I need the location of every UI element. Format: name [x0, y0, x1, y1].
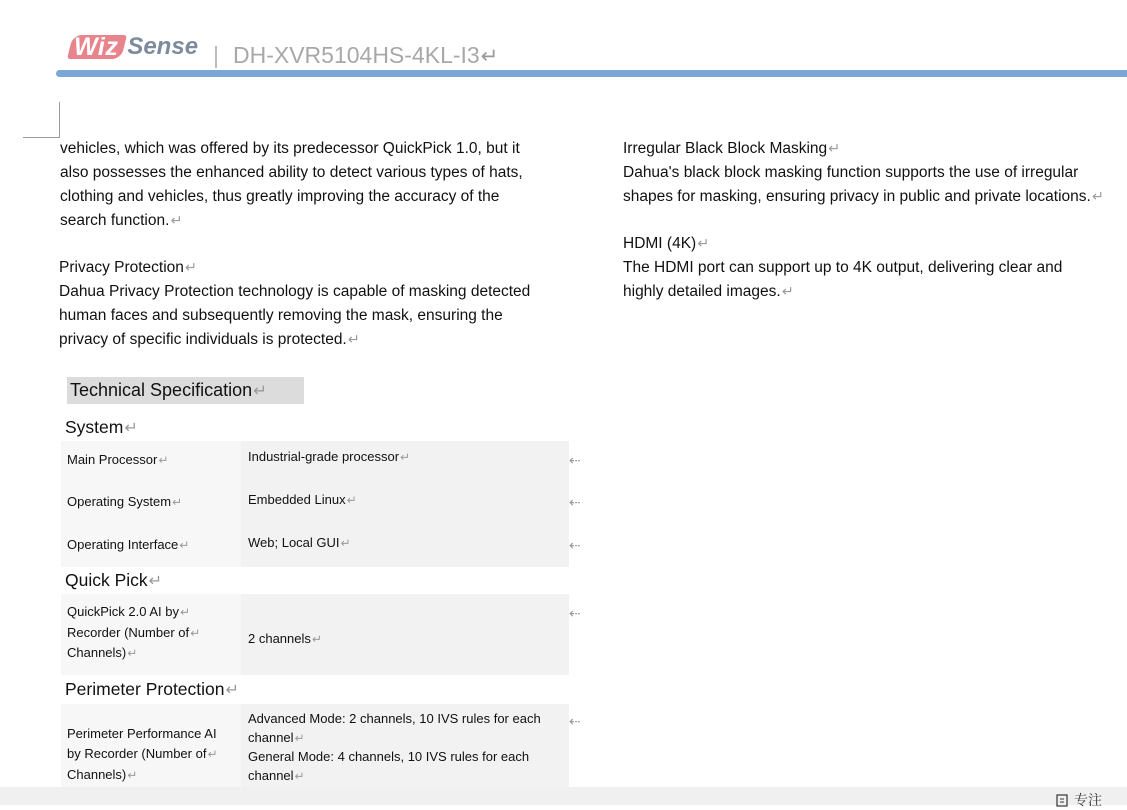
wizsense-logo	[70, 32, 198, 62]
spec-label-text: by Recorder (Number of	[67, 746, 207, 761]
return-mark-icon: ↵	[172, 495, 183, 509]
header-rule	[56, 70, 1127, 77]
margin-corner-mark	[23, 102, 60, 138]
spec-label	[67, 602, 190, 622]
right-paragraph-hdmi	[623, 232, 1062, 304]
spec-label	[67, 724, 217, 744]
spec-title-text: Technical Specification	[70, 380, 253, 400]
spec-label-text: Operating Interface	[67, 537, 179, 552]
spec-label	[67, 535, 189, 555]
text-line: human faces and subsequently removing the mask, ensuring the	[59, 307, 503, 324]
left-paragraph-quickpick	[60, 137, 523, 233]
spec-value-text: Embedded Linux	[248, 492, 346, 507]
section-heading-quickpick	[65, 569, 162, 592]
spec-value	[248, 533, 351, 553]
return-mark-icon: ↵	[158, 453, 169, 467]
spec-value-text: channel	[248, 730, 294, 745]
spec-value-text: Advanced Mode: 2 channels, 10 IVS rules for each	[248, 711, 541, 726]
spec-value	[248, 629, 322, 649]
return-mark-icon: ↵	[781, 284, 794, 300]
spec-label-text: Channels)	[67, 645, 127, 660]
section-heading-system	[65, 416, 138, 439]
spec-value-text: channel	[248, 768, 294, 783]
spec-label-text: Recorder (Number of	[67, 625, 190, 640]
logo-wiz-text: Wiz	[70, 32, 124, 62]
text-line: The HDMI port can support up to 4K output, delivering clear and	[623, 259, 1063, 276]
return-mark-icon: ↵	[294, 769, 305, 783]
spec-value	[248, 709, 541, 729]
return-mark-icon: ↵	[184, 260, 197, 276]
return-mark-icon: ↵	[346, 493, 357, 507]
text-line: highly detailed images.	[623, 283, 781, 300]
row-end-mark-icon: ⇠	[569, 605, 581, 621]
return-mark-icon: ↵	[124, 419, 138, 437]
return-mark-icon: ↵	[170, 213, 183, 229]
row-end-mark-icon: ⇠	[569, 537, 581, 553]
return-mark-icon: ↵	[697, 236, 710, 252]
return-mark-icon: ↵	[828, 141, 841, 157]
spec-label-text: Perimeter Performance AI	[67, 726, 217, 741]
spec-value-text: 2 channels	[248, 631, 311, 646]
spec-value-text: Web; Local GUI	[248, 535, 340, 550]
return-mark-icon: ↵	[180, 605, 191, 619]
return-mark-icon: ↵	[253, 381, 267, 400]
spec-value	[248, 490, 357, 510]
spec-label	[67, 643, 137, 663]
return-mark-icon: ↵	[179, 538, 190, 552]
return-mark-icon: ↵	[294, 731, 305, 745]
focus-mode-label: 专注	[1074, 792, 1102, 808]
text-line: vehicles, which was offered by its predecessor QuickPick 1.0, but it	[60, 140, 520, 157]
section-heading-perimeter	[65, 678, 239, 701]
focus-mode-button[interactable]	[1056, 790, 1102, 810]
text-line: Dahua Privacy Protection technology is capable of masking detected	[59, 283, 531, 300]
spec-label	[67, 492, 182, 512]
spec-label	[67, 744, 217, 764]
section-heading-text: System	[65, 417, 124, 437]
hdmi-heading: HDMI (4K)	[623, 235, 697, 252]
return-mark-icon: ↵	[340, 536, 351, 550]
return-mark-icon: ↵	[400, 450, 411, 464]
text-line: clothing and vehicles, thus greatly improving the accuracy of the	[60, 188, 500, 205]
status-bar	[0, 787, 1127, 805]
spec-label	[67, 623, 200, 643]
masking-heading: Irregular Black Block Masking	[623, 140, 828, 157]
return-mark-icon: ↵	[190, 626, 201, 640]
return-mark-icon: ↵	[127, 768, 138, 782]
section-heading-text: Quick Pick	[65, 570, 148, 590]
left-paragraph-privacy	[59, 256, 530, 352]
spec-label-text: Channels)	[67, 767, 127, 782]
text-line: privacy of specific individuals is protected.	[59, 331, 347, 348]
text-line: also possesses the enhanced ability to detect various types of hats,	[60, 164, 523, 181]
privacy-heading: Privacy Protection	[59, 259, 184, 276]
header-model-title	[213, 40, 498, 72]
return-mark-icon: ↵	[311, 632, 322, 646]
spec-value	[248, 728, 305, 748]
spec-label	[67, 765, 137, 785]
row-end-mark-icon: ⇠	[569, 452, 581, 468]
spec-value-text: Industrial-grade processor	[248, 449, 400, 464]
return-mark-icon: ↵	[225, 681, 240, 699]
right-paragraph-masking	[623, 137, 1104, 209]
return-mark-icon: ↵	[480, 45, 499, 68]
header-model: DH-XVR5104HS-4KL-I3	[232, 42, 480, 68]
text-line: shapes for masking, ensuring privacy in public and private locations.	[623, 188, 1091, 205]
spec-value	[248, 766, 305, 786]
spec-value-text: General Mode: 4 channels, 10 IVS rules for each	[248, 749, 530, 764]
return-mark-icon: ↵	[1091, 189, 1104, 205]
spec-label	[67, 450, 168, 470]
return-mark-icon: ↵	[148, 572, 163, 590]
header-separator: |	[213, 42, 219, 68]
row-end-mark-icon: ⇠	[569, 713, 581, 729]
section-heading-text: Perimeter Protection	[65, 679, 225, 699]
spec-title	[67, 377, 304, 404]
text-line: search function.	[60, 212, 170, 229]
logo-sense-text: Sense	[127, 33, 199, 60]
spec-label-text: QuickPick 2.0 AI by	[67, 604, 179, 619]
row-end-mark-icon: ⇠	[569, 494, 581, 510]
spec-label-text: Main Processor	[67, 452, 158, 467]
return-mark-icon: ↵	[127, 646, 138, 660]
return-mark-icon: ↵	[207, 747, 218, 761]
spec-value	[248, 747, 529, 767]
text-line: Dahua's black block masking function supports the use of irregular	[623, 164, 1079, 181]
return-mark-icon: ↵	[347, 332, 360, 348]
spec-value	[248, 447, 410, 467]
spec-label-text: Operating System	[67, 494, 172, 509]
